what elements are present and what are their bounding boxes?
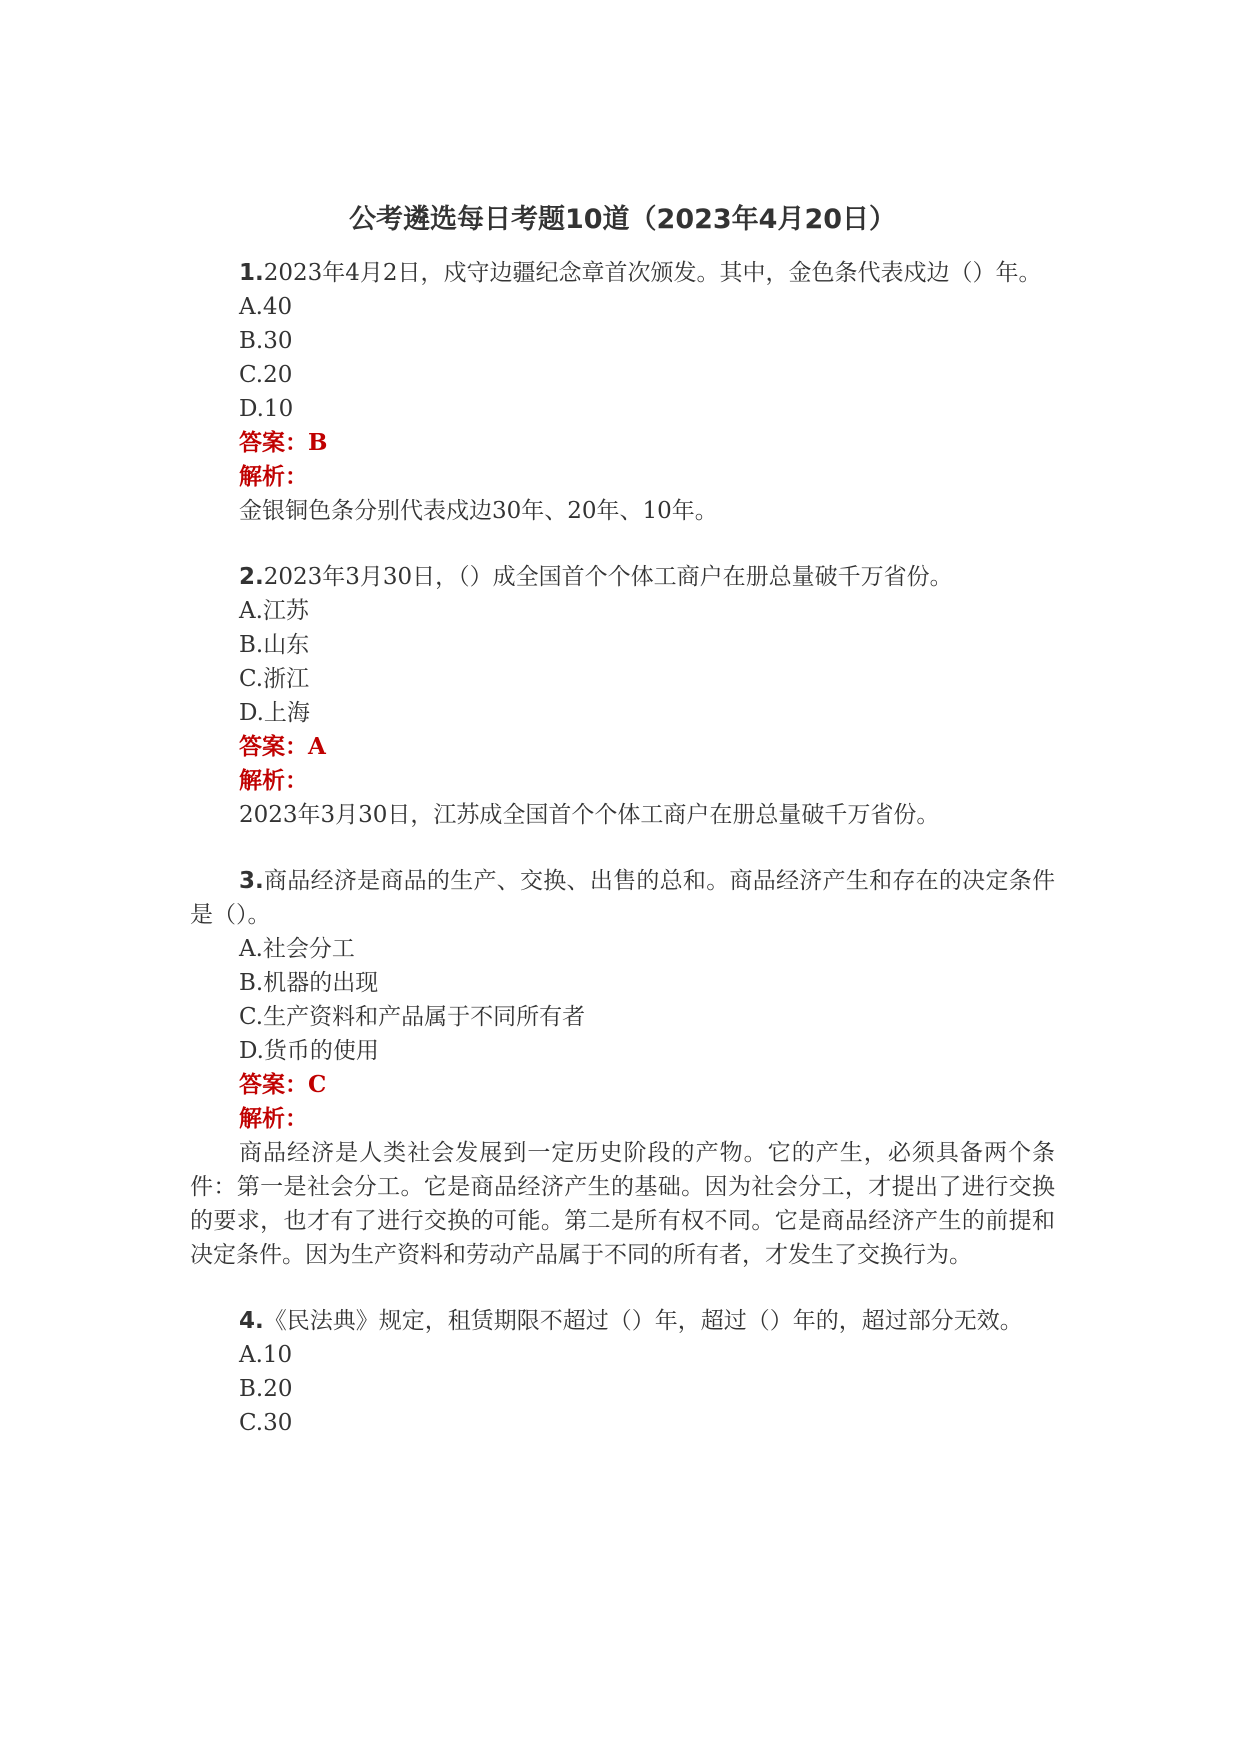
- option-a: A.40: [239, 294, 293, 320]
- answer: 答案：B: [239, 429, 328, 456]
- option-a: A.10: [239, 1342, 293, 1368]
- question-2: [190, 560, 1055, 832]
- question-number: 3.: [239, 868, 264, 894]
- analysis-text: 商品经济是人类社会发展到一定历史阶段的产物。它的产生，必须具备两个条件：第一是社会分工。它是商品经济产生的基础。因为社会分工，才提出了进行交换的要求，也才有了进行交换的可能。第二是所有权不同。它是商品经济产生的前提和决定条件。因为生产资料和劳动产品属于不同的所有者，才发生了交换行为。: [190, 1140, 1055, 1268]
- question-number: 4.: [239, 1308, 264, 1334]
- question-1: [190, 256, 1055, 528]
- option-c: C.浙江: [239, 666, 310, 692]
- option-a: A.社会分工: [239, 936, 355, 962]
- analysis-label: 解析：: [239, 767, 308, 794]
- answer: 答案：A: [239, 733, 326, 760]
- question-stem: [190, 1304, 1055, 1338]
- question-stem: [190, 256, 1055, 290]
- option-b: B.20: [239, 1376, 293, 1402]
- option-d: D.10: [239, 396, 294, 422]
- analysis-label: 解析：: [239, 463, 308, 490]
- option-b: B.30: [239, 328, 293, 354]
- analysis-text: 2023年3月30日，江苏成全国首个个体工商户在册总量破千万省份。: [239, 802, 940, 828]
- analysis-label: 解析：: [239, 1105, 308, 1132]
- analysis-text: 金银铜色条分别代表戍边30年、20年、10年。: [239, 498, 718, 524]
- question-text: 2023年4月2日，戍守边疆纪念章首次颁发。其中，金色条代表戍边（）年。: [263, 260, 1042, 286]
- question-stem: [190, 864, 1055, 932]
- question-number: 2.: [239, 564, 264, 590]
- question-text: 商品经济是商品的生产、交换、出售的总和。商品经济产生和存在的决定条件是（）。: [190, 868, 1055, 928]
- option-d: D.货币的使用: [239, 1038, 379, 1064]
- question-3: [190, 864, 1055, 1272]
- option-a: A.江苏: [239, 598, 309, 624]
- option-b: B.山东: [239, 632, 310, 658]
- page-title: 公考遴选每日考题10道（2023年4月20日）: [348, 204, 897, 235]
- question-number: 1.: [239, 260, 264, 286]
- option-b: B.机器的出现: [239, 970, 379, 996]
- question-text: 2023年3月30日，（）成全国首个个体工商户在册总量破千万省份。: [263, 564, 953, 590]
- option-c: C.生产资料和产品属于不同所有者: [239, 1004, 586, 1030]
- option-c: C.20: [239, 362, 293, 388]
- document-page: [190, 200, 1055, 1472]
- question-stem: [190, 560, 1055, 594]
- option-d: D.上海: [239, 700, 310, 726]
- answer: 答案：C: [239, 1071, 327, 1098]
- question-text: 《民法典》规定，租赁期限不超过（）年，超过（）年的，超过部分无效。: [263, 1308, 1023, 1334]
- question-4: [190, 1304, 1055, 1440]
- option-c: C.30: [239, 1410, 293, 1436]
